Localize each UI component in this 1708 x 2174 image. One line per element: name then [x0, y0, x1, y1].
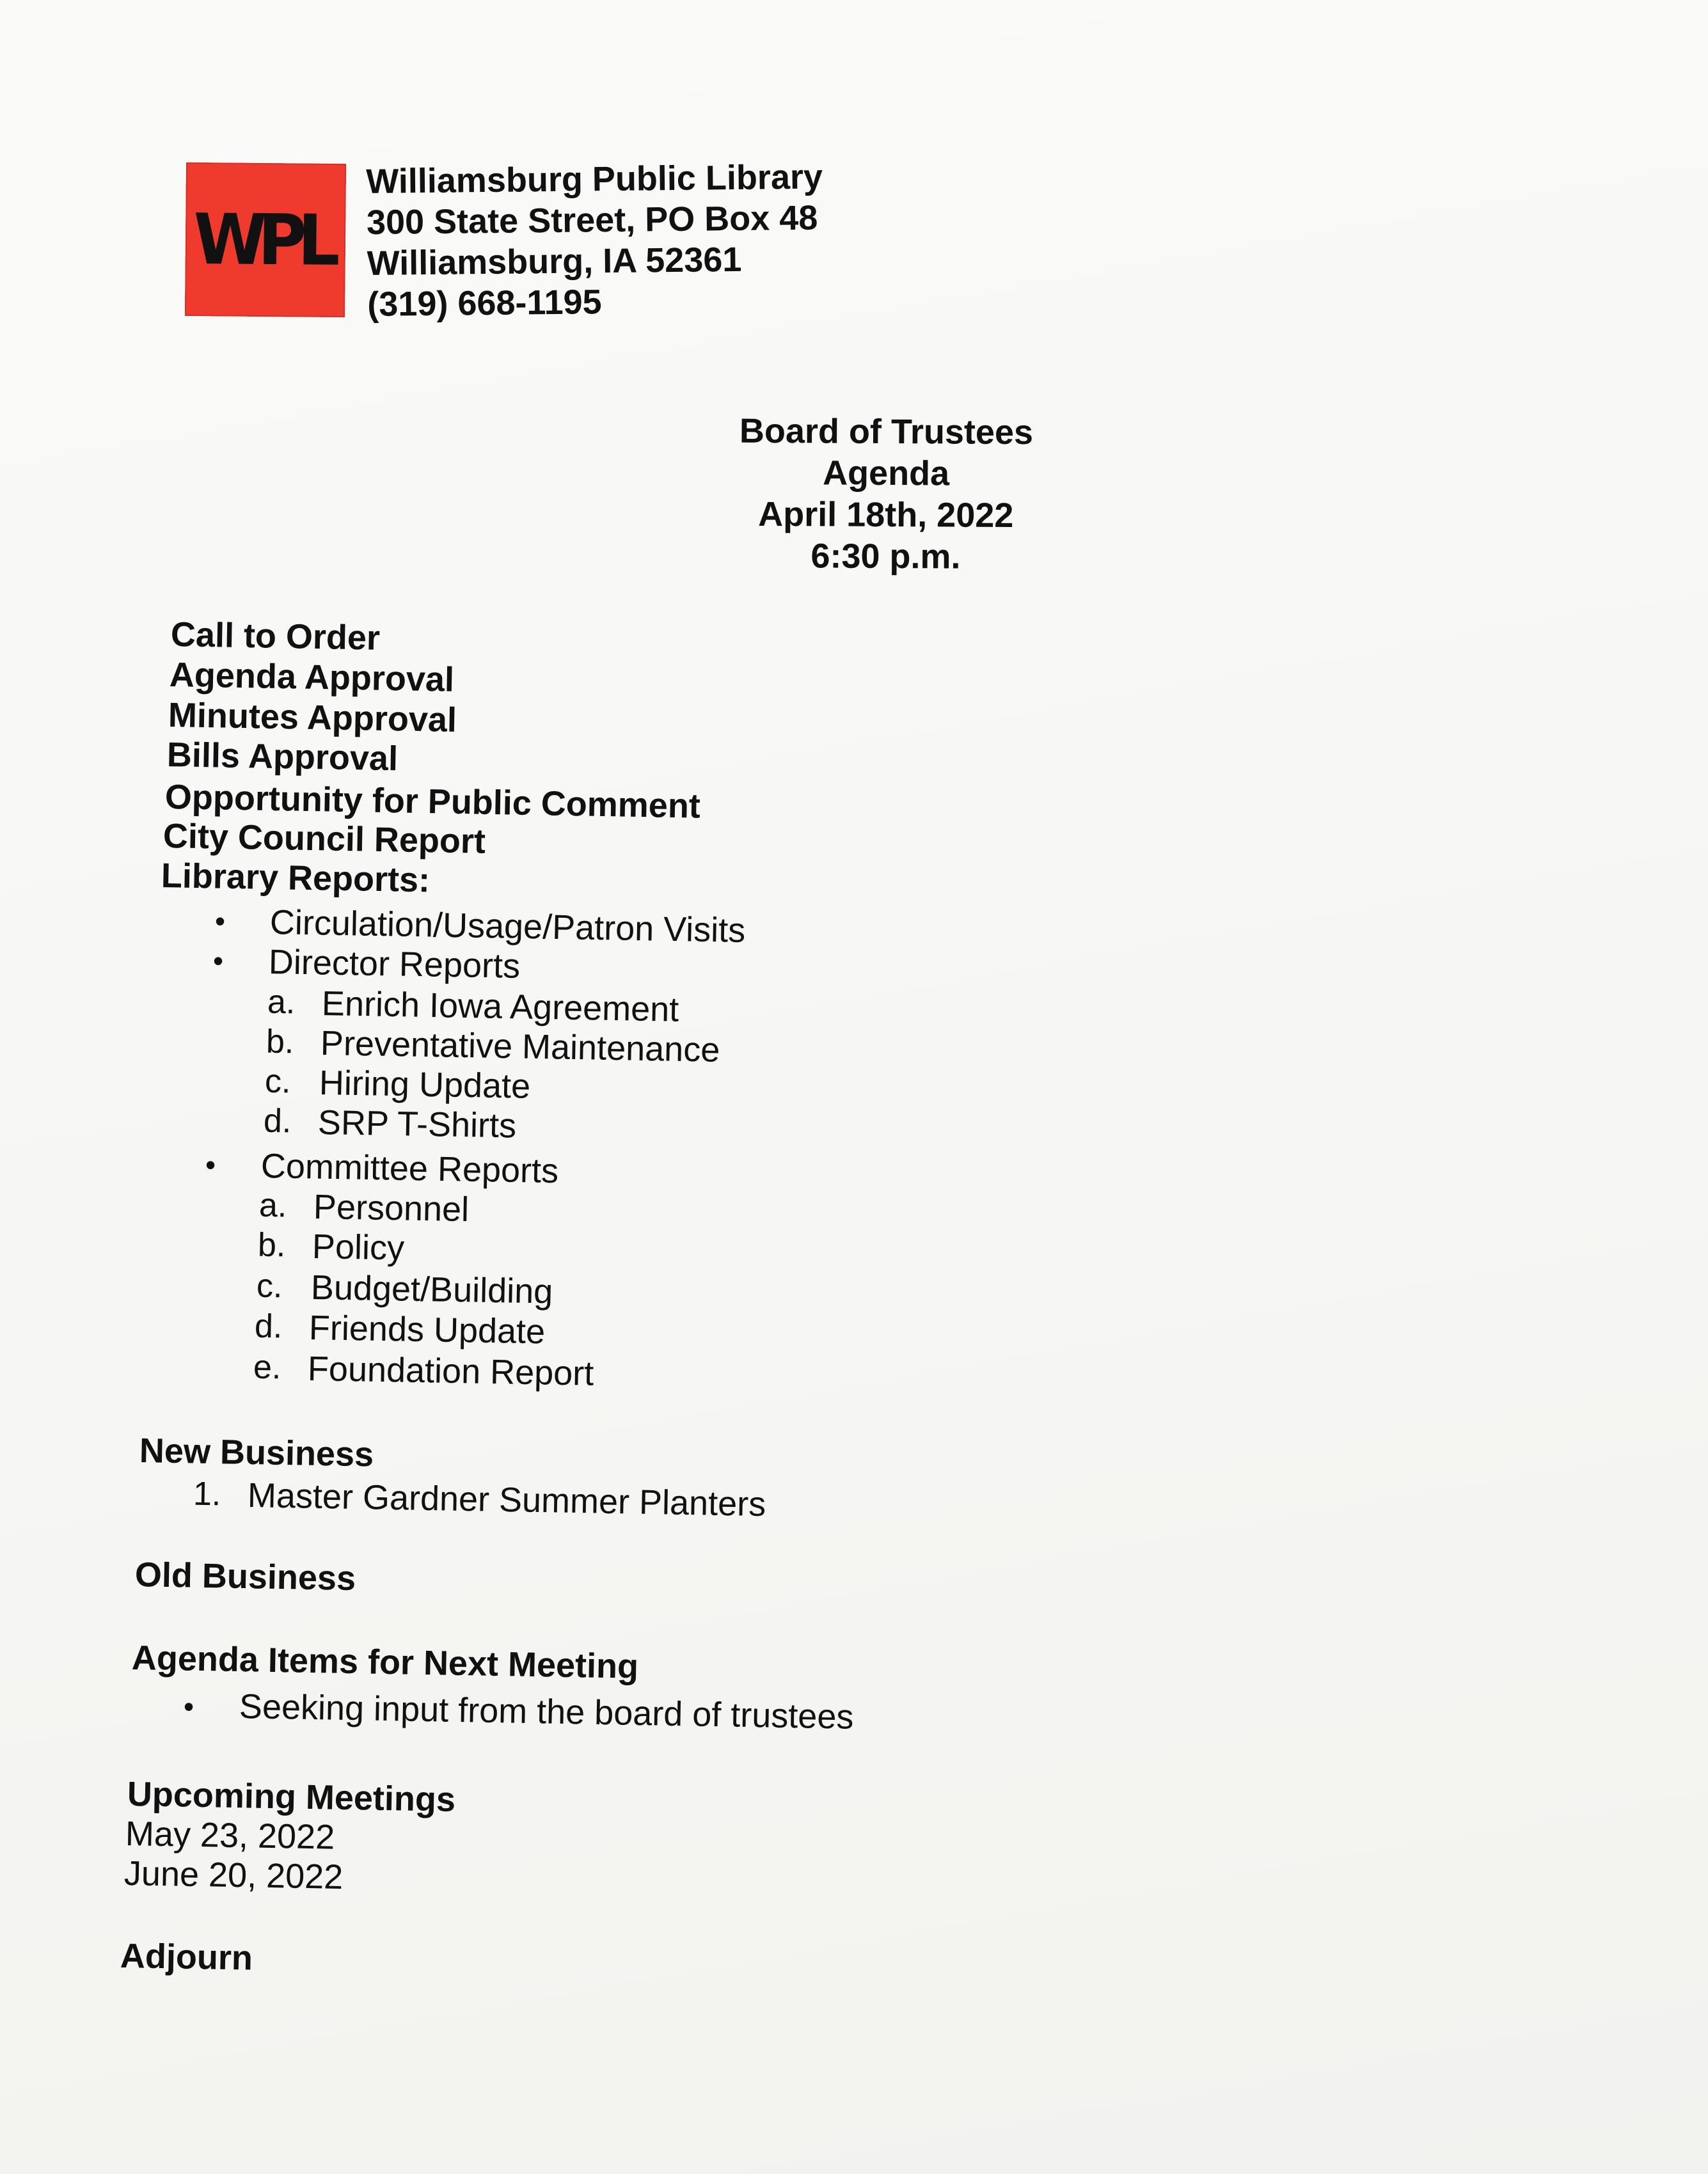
library-city: Williamsburg, IA 52361	[367, 240, 742, 283]
list-marker: a.	[267, 983, 296, 1021]
upcoming-meetings-heading: Upcoming Meetings	[127, 1775, 456, 1819]
new-business-item-planters: Master Gardner Summer Planters	[247, 1476, 766, 1524]
report-committee: Committee Reports	[260, 1147, 559, 1191]
director-item-srp-shirts: SRP T-Shirts	[317, 1103, 517, 1146]
bullet-icon: •	[205, 1148, 216, 1181]
title-agenda: Agenda	[823, 453, 950, 493]
list-marker: c.	[256, 1267, 283, 1305]
committee-item-policy: Policy	[312, 1227, 405, 1268]
list-marker: c.	[264, 1062, 291, 1101]
committee-item-friends: Friends Update	[308, 1309, 546, 1351]
director-item-enrich-iowa: Enrich Iowa Agreement	[321, 984, 679, 1029]
library-reports-heading: Library Reports:	[161, 856, 431, 900]
next-meeting-item: Seeking input from the board of trustees	[239, 1687, 854, 1737]
old-business-heading: Old Business	[134, 1556, 356, 1598]
library-address: 300 State Street, PO Box 48	[366, 198, 818, 242]
adjourn-item: Adjourn	[120, 1937, 253, 1978]
item-public-comment: Opportunity for Public Comment	[164, 778, 701, 826]
agenda-title-block	[703, 411, 1068, 579]
list-marker: b.	[257, 1226, 286, 1264]
list-marker: d.	[254, 1307, 283, 1346]
director-item-hiring: Hiring Update	[319, 1064, 531, 1106]
item-call-to-order: Call to Order	[170, 615, 381, 658]
committee-item-budget: Budget/Building	[310, 1268, 553, 1311]
library-phone: (319) 668-1195	[367, 283, 602, 324]
report-circulation: Circulation/Usage/Patron Visits	[269, 903, 746, 950]
bullet-icon: •	[215, 904, 226, 938]
item-minutes-approval: Minutes Approval	[168, 696, 457, 739]
title-time: 6:30 p.m.	[811, 537, 961, 576]
next-meeting-heading: Agenda Items for Next Meeting	[131, 1639, 639, 1686]
title-board: Board of Trustees	[739, 411, 1034, 452]
list-marker: b.	[265, 1023, 294, 1061]
list-marker: e.	[253, 1348, 281, 1387]
upcoming-date-may: May 23, 2022	[125, 1815, 335, 1857]
upcoming-date-june: June 20, 2022	[123, 1854, 344, 1896]
letterhead-address-block	[366, 157, 824, 325]
item-bills-approval: Bills Approval	[166, 736, 399, 778]
director-item-maintenance: Preventative Maintenance	[320, 1024, 720, 1069]
list-marker: d.	[263, 1102, 292, 1140]
title-date: April 18th, 2022	[758, 494, 1014, 535]
list-marker: a.	[258, 1186, 287, 1225]
bullet-icon: •	[184, 1690, 194, 1723]
report-director: Director Reports	[268, 943, 521, 986]
item-city-council-report: City Council Report	[162, 817, 486, 861]
library-name: Williamsburg Public Library	[366, 157, 823, 201]
wpl-logo	[185, 162, 346, 317]
committee-item-personnel: Personnel	[313, 1188, 470, 1229]
new-business-heading: New Business	[139, 1431, 374, 1474]
committee-item-foundation: Foundation Report	[307, 1350, 594, 1393]
bullet-icon: •	[213, 944, 224, 977]
item-agenda-approval: Agenda Approval	[169, 656, 455, 699]
logo-text: WPL	[193, 198, 332, 281]
list-marker: 1.	[193, 1475, 221, 1513]
